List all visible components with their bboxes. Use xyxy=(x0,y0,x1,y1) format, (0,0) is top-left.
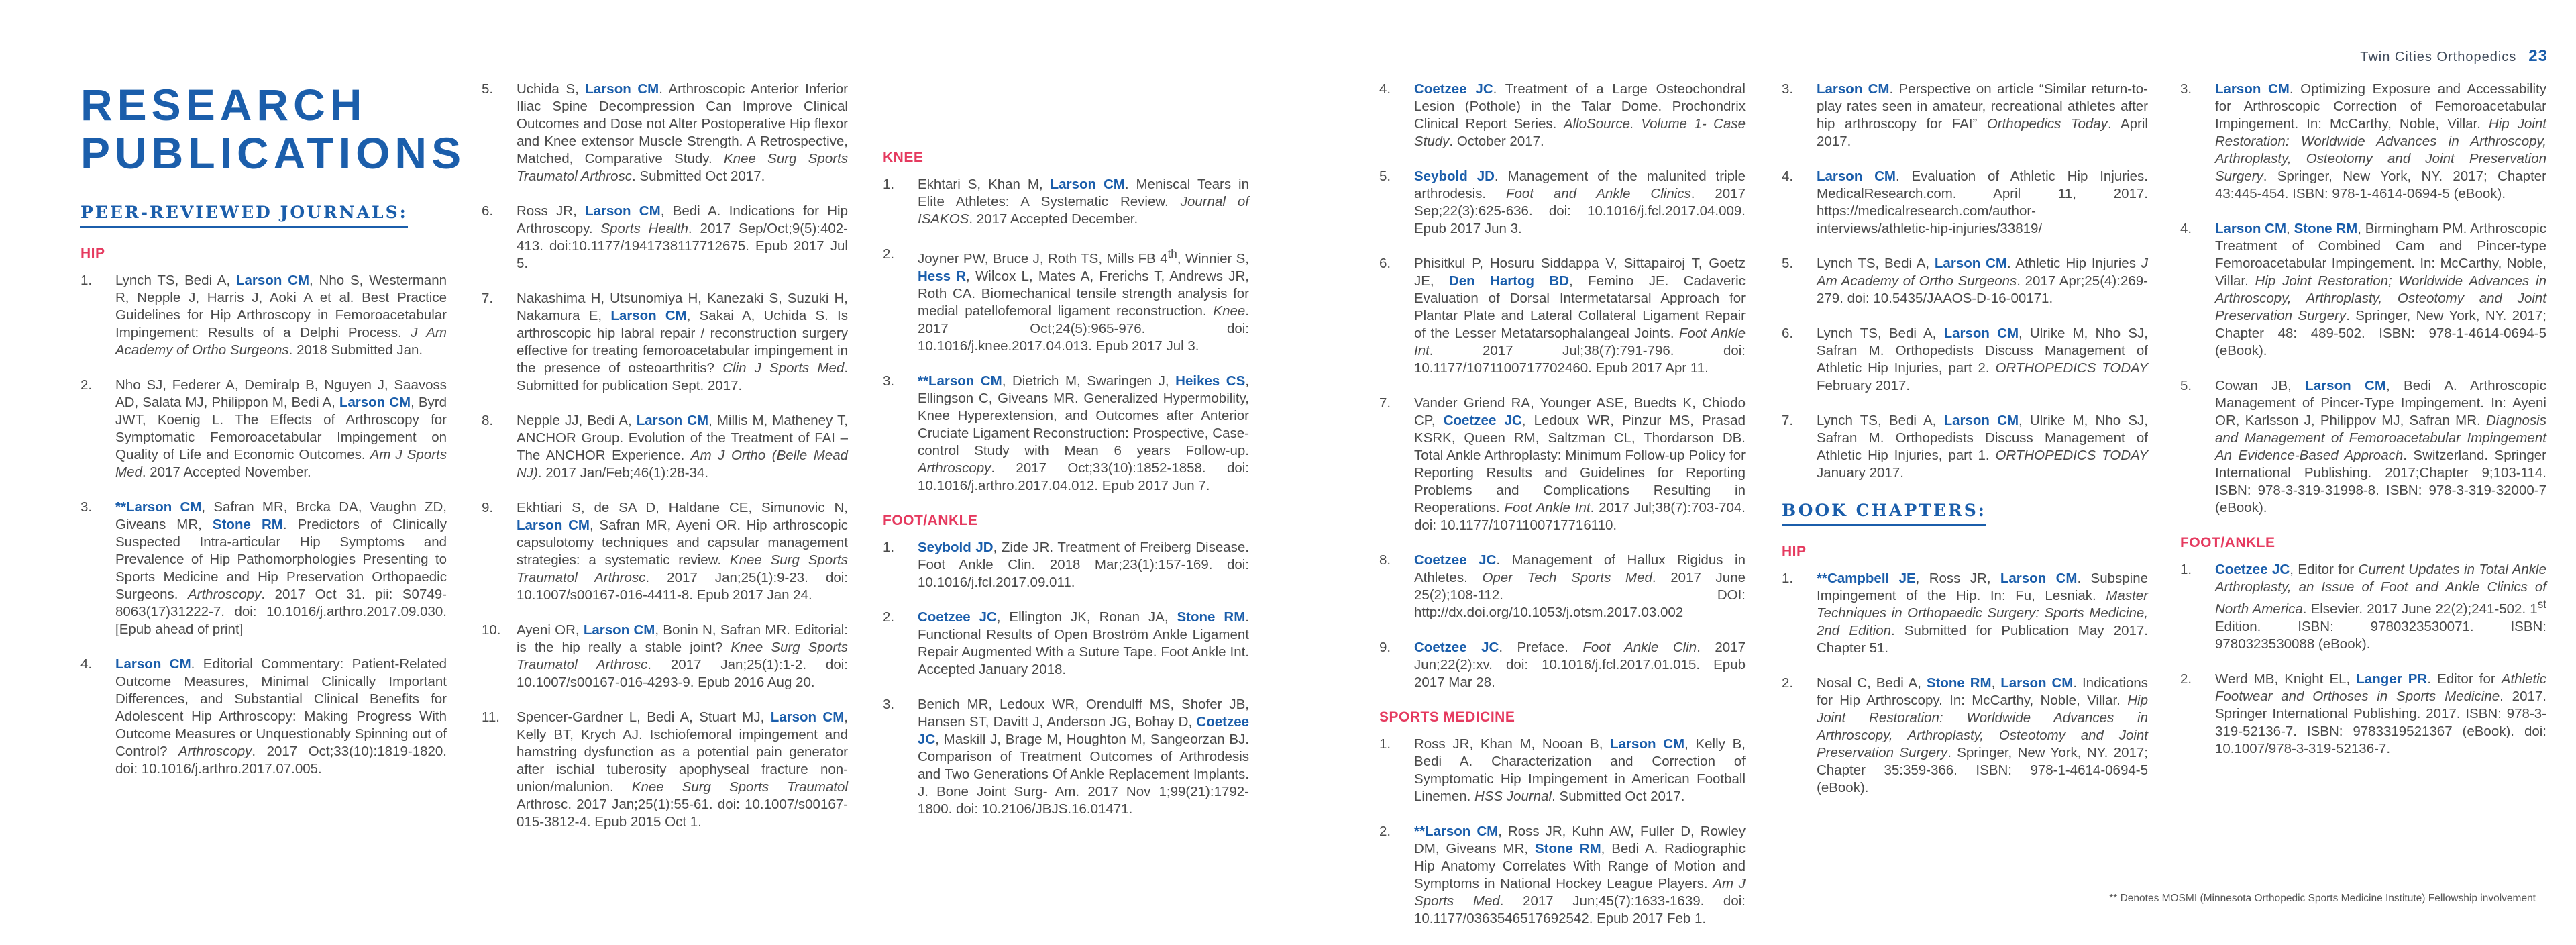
page-title-line1: RESEARCH xyxy=(80,80,367,130)
citation-item xyxy=(883,372,1249,495)
citation-number: 4. xyxy=(1379,81,1391,97)
citation-text: Lynch TS, Bedi A, Larson CM, Nho S, Westermann R, Nepple J, Harris J, Aoki A et al. Best Practice Guidelines for Hip Arthroscopy in Femoroacetabular Impingement: Results of a Delphi Process. J Am Academy of Ortho Surgeons. 2018 Submitted Jan. xyxy=(115,272,447,358)
sports-medicine-section-label: SPORTS MEDICINE xyxy=(1379,709,1515,725)
citation-number: 4. xyxy=(80,656,93,672)
citation-number: 6. xyxy=(482,203,494,219)
citation-text: Benich MR, Ledoux WR, Orendulff MS, Shofer JB, Hansen ST, Davitt J, Anderson JG, Bohay D, Coetzee JC, Maskill J, Brage M, Houghton M, Sangeorzan BJ. Comparison of Treatment Outcomes of Arthrodesis and Two Generations Of Ankle Replacement Implants. J. Bone Joint Surg- Am. 2017 Nov 1;99(21):1792-1800. doi: 10.2106/JBJS.16.01471. xyxy=(918,696,1249,817)
citation-text: Nosal C, Bedi A, Stone RM, Larson CM. Indications for Hip Arthroscopy. In: McCarthy, Noble, Villar. Hip Joint Restoration: Worldwide Advances in Arthroscopy, Arthroplasty, Osteotomy and Joint Preservation Surgery. Springer, New York, NY. 2017; Chapter 35:359-366. ISBN: 978-1-4614-0694-5 (eBook). xyxy=(1817,675,2148,795)
citation-number: 2. xyxy=(883,246,895,262)
page-number: 23 xyxy=(2528,47,2548,65)
citation-item xyxy=(1782,168,2148,238)
citation-number: 5. xyxy=(1379,168,1391,184)
citation-item xyxy=(883,609,1249,679)
page-title xyxy=(80,80,466,178)
citation-list xyxy=(80,272,447,778)
citation-number: 8. xyxy=(482,413,494,428)
citation-text: **Larson CM, Ross JR, Kuhn AW, Fuller D, Rowley DM, Giveans MR, Stone RM, Bedi A. Radiographic Hip Anatomy Correlates With Range of Motion and Symptoms in National Hockey League Players. Am J Sports Med. 2017 Jun;45(7):1633-1639. doi: 10.1177/0363546517692542. Epub 2017 Feb 1. xyxy=(1414,824,1746,926)
citation-text: Ross JR, Khan M, Nooan B, Larson CM, Kelly B, Bedi A. Characterization and Correction of Symptomatic Hip Impingement in American Football Linemen. HSS Journal. Submitted Oct 2017. xyxy=(1414,736,1746,804)
hip-section-label: HIP xyxy=(80,246,105,261)
citation-item xyxy=(80,272,447,359)
citation-item xyxy=(2180,220,2546,360)
citation-item xyxy=(80,499,447,638)
citation-number: 2. xyxy=(883,609,895,625)
book-foot-ankle-section-label: FOOT/ANKLE xyxy=(2180,535,2275,550)
citation-text: Nho SJ, Federer A, Demiralp B, Nguyen J, Saavoss AD, Salata MJ, Philippon M, Bedi A, Larson CM, Byrd JWT, Koenig L. The Effects of Arthroscopy for Symptomatic Femoroacetabular Impingement on Quality of Life and Economic Outcomes. Am J Sports Med. 2017 Accepted November. xyxy=(115,377,447,480)
citation-number: 5. xyxy=(2180,378,2192,393)
citation-number: 1. xyxy=(2180,562,2192,577)
citation-list xyxy=(1782,570,2148,797)
citation-list xyxy=(1782,81,2148,482)
citation-item xyxy=(1379,255,1746,377)
citation-item xyxy=(482,203,848,272)
citation-number: 4. xyxy=(1782,168,1794,184)
column-2 xyxy=(482,81,848,848)
citation-item xyxy=(883,696,1249,818)
citation-item xyxy=(1782,325,2148,395)
citation-number: 6. xyxy=(1379,256,1391,271)
citation-item xyxy=(80,656,447,778)
citation-text: Vander Griend RA, Younger ASE, Buedts K, Chiodo CP, Coetzee JC, Ledoux WR, Pinzur MS, Prasad KSRK, Queen RM, Saltzman CL, Thordarson DB. Total Ankle Arthroplasty: Minimum Follow-up Policy for Reporting Results and Guidelines for Reporting Problems and Complications Resulting in Reoperations. Foot Ankle Int. 2017 Jul;38(7):703-704. doi: 10.1177/1071100717716110. xyxy=(1414,395,1746,533)
citation-number: 1. xyxy=(1782,570,1794,586)
citation-number: 2. xyxy=(2180,670,2192,687)
column-4 xyxy=(1379,81,1746,945)
citation-text: Spencer-Gardner L, Bedi A, Stuart MJ, Larson CM, Kelly BT, Krych AJ. Ischiofemoral impingement and hamstring dysfunction as a potential pain generator after ischial tuberosity apophyseal fracture non-union/malunion. Knee Surg Sports Traumatol Arthrosc. 2017 Jan;25(1):55-61. doi: 10.1007/s00167-015-3812-4. Epub 2015 Oct 1. xyxy=(517,709,848,830)
citation-number: 2. xyxy=(1379,824,1391,839)
citation-number: 3. xyxy=(2180,81,2192,97)
citation-text: **Larson CM, Safran MR, Brcka DA, Vaughn ZD, Giveans MR, Stone RM. Predictors of Clinically Suspected Intra-articular Hip Symptoms and Prevalence of Hip Pathomorphologies Presenting to Sports Medicine and Hip Preservation Orthopaedic Surgeons. Arthroscopy. 2017 Oct 31. pii: S0749-8063(17)31222-7. doi: 10.1016/j.arthro.2017.09.030. [Epub ahead of print] xyxy=(115,499,447,637)
citation-text: Werd MB, Knight EL, Langer PR. Editor for Athletic Footwear and Orthoses in Sports Medicine. 2017. Springer International Publishing. 2017. ISBN: 978-3-319-52136-7. ISBN: 9783319521367 (eBook). doi: 10.1007/978-3-319-52136-7. xyxy=(2215,670,2547,756)
citation-text: Nakashima H, Utsunomiya H, Kanezaki S, Suzuki H, Nakamura E, Larson CM, Sakai A, Uchida S. Is arthroscopic hip labral repair / reconstruction surgery effective for treating femoroacetabular impingement in the presence of osteoarthritis? Clin J Sports Med. Submitted for publication Sept. 2017. xyxy=(517,291,849,393)
citation-number: 3. xyxy=(1782,81,1794,97)
citation-number: 1. xyxy=(1379,736,1391,752)
citation-number: 5. xyxy=(482,81,494,97)
citation-number: 6. xyxy=(1782,326,1794,341)
peer-reviewed-heading: PEER-REVIEWED JOURNALS: xyxy=(80,204,408,228)
citation-text: Larson CM. Editorial Commentary: Patient-Related Outcome Measures, Minimal Clinically Important Differences, and Substantial Clinical Benefits for Adolescent Hip Arthroscopy: Making Progress With Outcome Measures or Unquestionably Spinning out of Control? Arthroscopy. 2017 Oct;33(10):1819-1820. doi: 10.1016/j.arthro.2017.07.005. xyxy=(115,656,447,777)
citation-item xyxy=(2180,377,2546,517)
citation-item xyxy=(1782,412,2148,482)
citation-text: Coetzee JC, Editor for Current Updates in Total Ankle Arthroplasty, an Issue of Foot and Ankle Clinics of North America. Elsevier. 2017 June 22(2);241-502. 1st Edition. ISBN: 9780323530071. ISBN: 9780323530088 (eBook). xyxy=(2215,562,2547,652)
citation-text: Ayeni OR, Larson CM, Bonin N, Safran MR. Editorial: is the hip really a stable joint? Knee Surg Sports Traumatol Arthrosc. 2017 Jan;25(1):1-2. doi: 10.1007/s00167-016-4293-9. Epub 2016 Aug 20. xyxy=(517,622,848,690)
citation-number: 3. xyxy=(883,696,895,712)
citation-text: Ekhtari S, Khan M, Larson CM. Meniscal Tears in Elite Athletes: A Systematic Review. Journal of ISAKOS. 2017 Accepted December. xyxy=(918,177,1250,227)
citation-text: Larson CM, Stone RM, Birmingham PM. Arthroscopic Treatment of Combined Cam and Pincer-type Femoroacetabular Impingement. In: McCarthy, Noble, Villar. Hip Joint Restoration; Worldwide Advances in Arthroscopy, Arthroplasty, Osteotomy and Joint Preservation Surgery. Springer, New York, NY. 2017; Chapter 48: 489-502. ISBN: 978-1-4614-0694-5 (eBook). xyxy=(2215,221,2546,358)
citation-list xyxy=(1379,736,1746,928)
citation-text: Nepple JJ, Bedi A, Larson CM, Millis M, Matheney T, ANCHOR Group. Evolution of the Treatment of FAI – The ANCHOR Experience. Am J Ortho (Belle Mead NJ). 2017 Jan/Feb;46(1):28-34. xyxy=(517,413,848,481)
citation-text: Lynch TS, Bedi A, Larson CM. Athletic Hip Injuries J Am Academy of Ortho Surgeons. 2017 Apr;25(4):269-279. doi: 10.5435/JAAOS-D-16-00171. xyxy=(1817,256,2148,306)
column-5 xyxy=(1782,81,2148,814)
citation-list xyxy=(2180,81,2546,517)
citation-item xyxy=(1782,255,2148,307)
citation-item xyxy=(2180,670,2546,758)
citation-list xyxy=(883,539,1249,818)
citation-item xyxy=(1379,639,1746,691)
citation-text: Larson CM. Perspective on article “Similar return-to-play rates seen in amateur, recreational athletes after hip arthroscopy for FAI” Orthopedics Today. April 2017. xyxy=(1817,81,2148,149)
citation-number: 7. xyxy=(1782,413,1794,428)
citation-number: 7. xyxy=(1379,395,1391,411)
citation-item xyxy=(1379,823,1746,928)
citation-number: 3. xyxy=(883,372,895,389)
citation-item xyxy=(2180,561,2546,653)
citation-number: 9. xyxy=(1379,640,1391,655)
page-header xyxy=(2360,47,2548,66)
citation-list xyxy=(883,176,1249,495)
citation-number: 2. xyxy=(80,377,93,393)
citation-text: Ross JR, Larson CM, Bedi A. Indications for Hip Arthroscopy. Sports Health. 2017 Sep/Oct;9(5):402-413. doi:10.1177/1941738117712675. Epub 2017 Jul 5. xyxy=(517,203,849,271)
citation-item xyxy=(1379,395,1746,534)
knee-section-label: KNEE xyxy=(883,150,924,165)
citation-text: Phisitkul P, Hosuru Siddappa V, Sittapairoj T, Goetz JE, Den Hartog BD, Femino JE. Cadaveric Evaluation of Dorsal Intermetatarsal Approach for Plantar Plate and Lateral Collateral Ligament Repair of the Lesser Metatarsophalangeal Joints. Foot Ankle Int. 2017 Jul;38(7):791-796. doi: 10.1177/1071100717702460. Epub 2017 Apr 11. xyxy=(1414,256,1746,376)
citation-item xyxy=(1379,81,1746,150)
citation-number: 1. xyxy=(883,177,895,192)
citation-number: 4. xyxy=(2180,221,2192,236)
column-3 xyxy=(883,81,1249,836)
citation-text: Seybold JD, Zide JR. Treatment of Freiberg Disease. Foot Ankle Clin. 2018 Mar;23(1):157-169. doi: 10.1016/j.fcl.2017.09.011. xyxy=(918,539,1250,590)
citation-number: 8. xyxy=(1379,552,1391,568)
citation-text: Coetzee JC, Ellington JK, Ronan JA, Stone RM. Functional Results of Open Broström Ankle Ligament Repair Augmented With a Suture Tape. Foot Ankle Int. Accepted January 2018. xyxy=(918,609,1249,677)
citation-number: 10. xyxy=(482,622,501,638)
citation-text: Larson CM. Evaluation of Athletic Hip Injuries. MedicalResearch.com. April 11, 2017. https://medicalresearch.com/author-interviews/athletic-hip-injuries/33819/ xyxy=(1817,168,2148,236)
citation-text: Coetzee JC. Treatment of a Large Osteochondral Lesion (Pothole) in the Talar Dome. Prochondrix Clinical Report Series. AlloSource. Volume 1- Case Study. October 2017. xyxy=(1414,81,1746,149)
citation-item xyxy=(482,499,848,604)
citation-item xyxy=(482,81,848,185)
citation-text: **Campbell JE, Ross JR, Larson CM. Subspine Impingement of the Hip. In: Fu, Lesniak. Master Techniques in Orthopaedic Surgery: Sports Medicine, 2nd Edition. Submitted for Publication May 2017. Chapter 51. xyxy=(1817,570,2148,656)
citation-item xyxy=(482,709,848,831)
citation-text: Coetzee JC. Preface. Foot Ankle Clin. 2017 Jun;22(2):xv. doi: 10.1016/j.fcl.2017.01.015. Epub 2017 Mar 28. xyxy=(1414,640,1746,690)
citation-item xyxy=(1782,81,2148,150)
citation-item xyxy=(482,290,848,395)
book-hip-section-label: HIP xyxy=(1782,544,1807,559)
citation-list xyxy=(2180,561,2546,758)
citation-text: Lynch TS, Bedi A, Larson CM, Ulrike M, Nho SJ, Safran M. Orthopedists Discuss Management of Athletic Hip Injuries, part 2. ORTHOPEDICS TODAY February 2017. xyxy=(1817,326,2148,393)
citation-item xyxy=(883,176,1249,228)
citation-number: 3. xyxy=(80,499,93,515)
citation-item xyxy=(1782,570,2148,657)
book-chapters-heading: BOOK CHAPTERS: xyxy=(1782,502,1986,526)
citation-item xyxy=(80,377,447,481)
column-6 xyxy=(2180,81,2546,775)
page-title-line2: PUBLICATIONS xyxy=(80,128,466,178)
citation-item xyxy=(1379,552,1746,621)
citation-text: Coetzee JC. Management of Hallux Rigidus in Athletes. Oper Tech Sports Med. 2017 June 25(2);108-112. DOI: http://dx.doi.org/10.1053/j.otsm.2017.03.002 xyxy=(1414,552,1746,620)
citation-number: 2. xyxy=(1782,675,1794,691)
citation-text: Ekhtiari S, de SA D, Haldane CE, Simunovic N, Larson CM, Safran MR, Ayeni OR. Hip arthroscopic capsulotomy techniques and capsular management strategies: a systematic review. Knee Surg Sports Traumatol Arthrosc. 2017 Jan;25(1):9-23. doi: 10.1007/s00167-016-4411-8. Epub 2017 Jan 24. xyxy=(517,500,848,603)
citation-number: 1. xyxy=(80,272,93,288)
citation-item xyxy=(482,621,848,691)
citation-list xyxy=(1379,81,1746,691)
citation-text: Joyner PW, Bruce J, Roth TS, Mills FB 4th, Winnier S, Hess R, Wilcox L, Mates A, Frerichs T, Andrews JR, Roth CA. Biomechanical tensile strength analysis for medial patellofemoral ligament reconstruction. Knee. 2017 Oct;24(5):965-976. doi: 10.1016/j.knee.2017.04.013. Epub 2017 Jul 3. xyxy=(918,248,1250,354)
foot-ankle-section-label: FOOT/ANKLE xyxy=(883,512,978,528)
citation-text: Larson CM. Optimizing Exposure and Accessability for Arthroscopic Correction of Femoroacetabular Impingement. In: McCarthy, Noble, Villar. Hip Joint Restoration: Worldwide Advances in Arthroscopy, Arthroplasty, Osteotomy and Joint Preservation Surgery. Springer, New York, NY. 2017; Chapter 43:445-454. ISBN: 978-1-4614-0694-5 (eBook). xyxy=(2215,81,2546,201)
citation-text: Cowan JB, Larson CM, Bedi A. Arthroscopic Management of Pincer-Type Impingement. In: Ayeni OR, Karlsson J, Philippov MJ, Safran MR. Diagnosis and Management of Femoroacetabular Impingement An Evidence-Based Approach. Switzerland. Springer International Publishing. 2017;Chapter 9;103-114. ISBN: 978-3-319-31998-8. ISBN: 978-3-319-32000-7 (eBook). xyxy=(2215,378,2547,515)
citation-number: 5. xyxy=(1782,256,1794,271)
citation-item xyxy=(883,539,1249,591)
citation-item xyxy=(1379,168,1746,238)
citation-list xyxy=(482,81,848,831)
footnote: ** Denotes MOSMI (Minnesota Orthopedic Sports Medicine Institute) Fellowship involvement xyxy=(2109,893,2536,904)
citation-text: Lynch TS, Bedi A, Larson CM, Ulrike M, Nho SJ, Safran M. Orthopedists Discuss Management of Athletic Hip Injuries, part 1. ORTHOPEDICS TODAY January 2017. xyxy=(1817,413,2148,481)
citation-number: 1. xyxy=(883,539,895,555)
citation-text: Seybold JD. Management of the malunited triple arthrodesis. Foot and Ankle Clinics. 2017 Sep;22(3):625-636. doi: 10.1016/j.fcl.2017.04.009. Epub 2017 Jun 3. xyxy=(1414,168,1746,236)
citation-text: **Larson CM, Dietrich M, Swaringen J, Heikes CS, Ellingson C, Giveans MR. Generalized Hypermobility, Knee Hyperextension, and Outcomes after Anterior Cruciate Ligament Reconstruction: Prospective, Case-control Study with Mean 6 years Follow-up. Arthroscopy. 2017 Oct;33(10):1852-1858. doi: 10.1016/j.arthro.2017.04.012. Epub 2017 Jun 7. xyxy=(918,372,1249,493)
column-1 xyxy=(80,80,466,795)
citation-number: 9. xyxy=(482,500,494,515)
citation-item xyxy=(482,412,848,482)
citation-number: 11. xyxy=(482,709,500,725)
citation-item xyxy=(2180,81,2546,203)
citation-text: Uchida S, Larson CM. Arthroscopic Anterior Inferior Iliac Spine Decompression Can Improve Clinical Outcomes and Dose not Alter Postoperative Hip flexor and Knee extensor Muscle Strength. A Retrospective, Matched, Comparative Study. Knee Surg Sports Traumatol Arthrosc. Submitted Oct 2017. xyxy=(517,81,848,184)
citation-number: 7. xyxy=(482,291,494,306)
citation-item xyxy=(1782,675,2148,797)
citation-item xyxy=(883,246,1249,355)
header-title: Twin Cities Orthopedics xyxy=(2360,50,2517,64)
citation-item xyxy=(1379,736,1746,805)
